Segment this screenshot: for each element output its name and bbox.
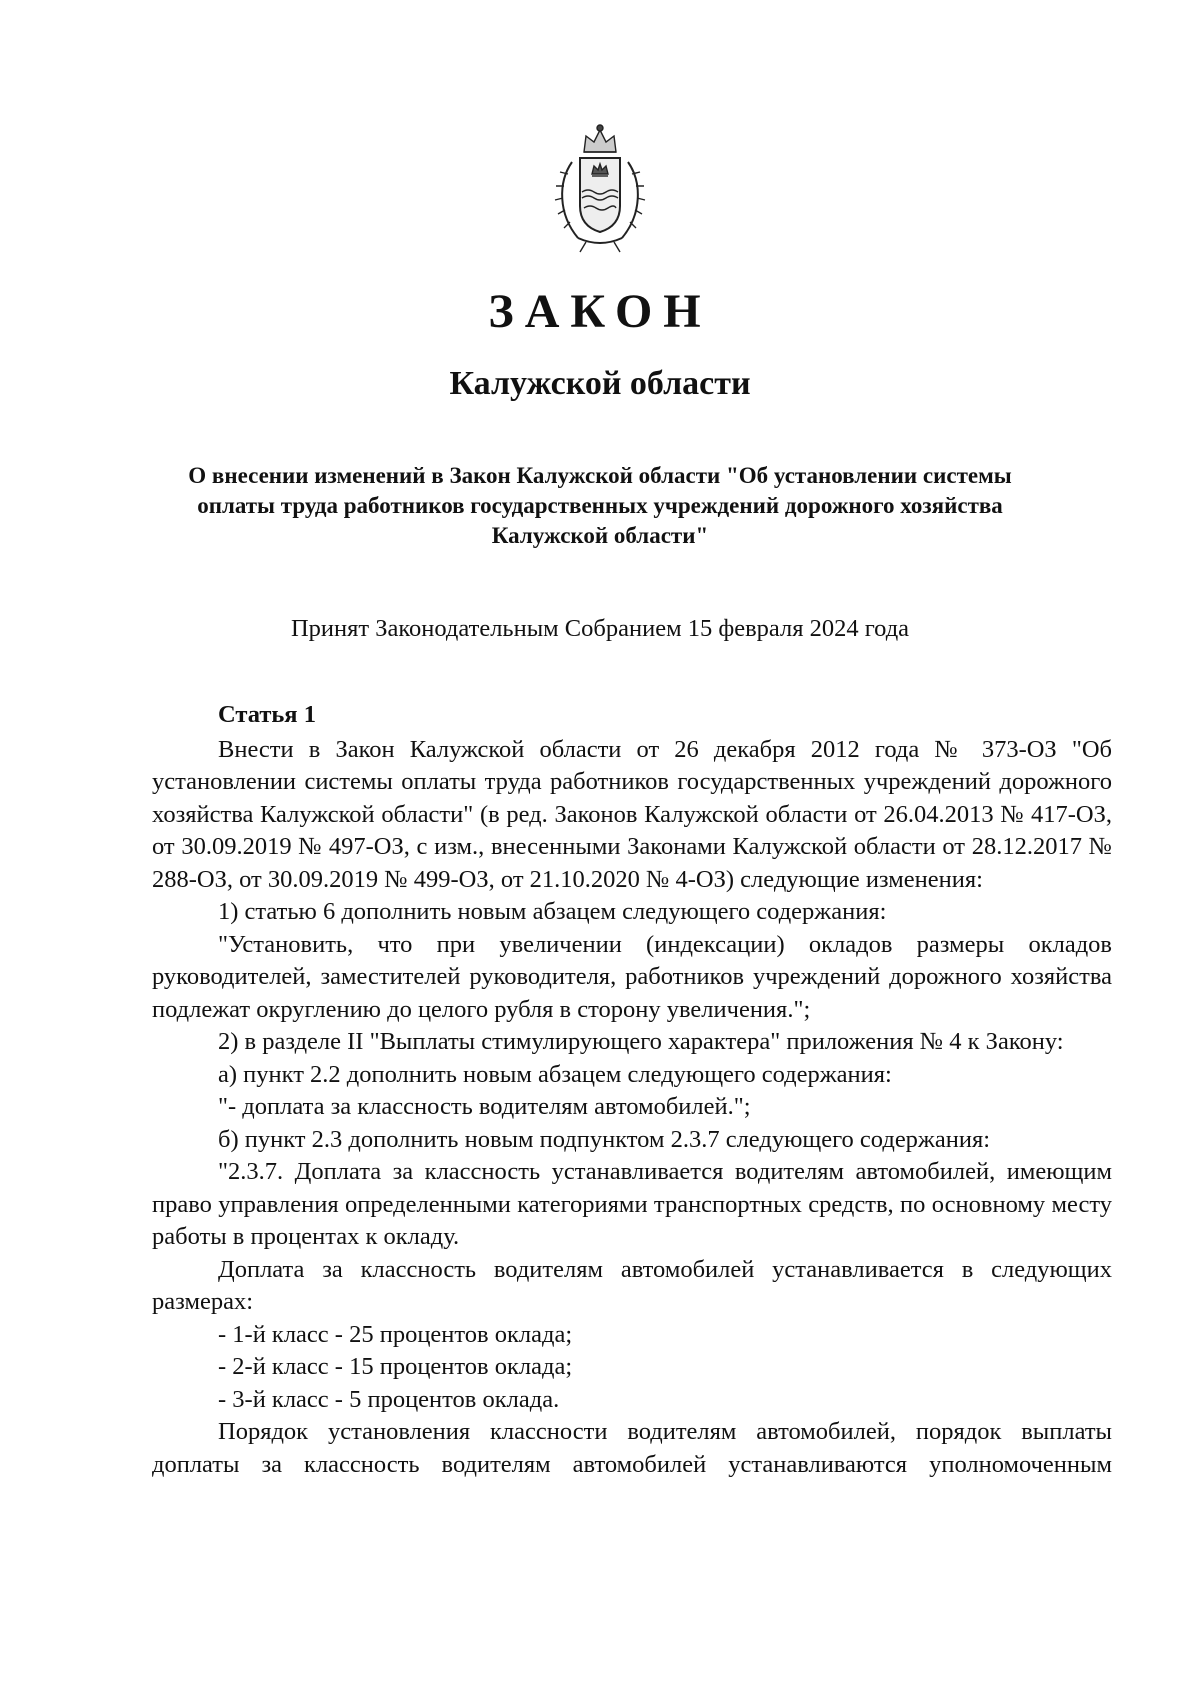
paragraph: Внести в Закон Калужской области от 26 декабря 2012 года № 373-ОЗ "Об установлении системы оплаты труда работников государственных учреждений дорожного хозяйства Калужской области" (в ред. Законов Калужской области от 26.04.2013 № 417-ОЗ, от 30.09.2019 № 497-ОЗ, с изм., внесенными Законами Калужской области от 28.12.2017 № 288-ОЗ, от 30.09.2019 № 499-ОЗ, от 21.10.2020 № 4-ОЗ) следующие изменения: xyxy=(152,735,1112,893)
paragraph: 1) статью 6 дополнить новым абзацем следующего содержания: xyxy=(218,898,887,925)
list-item: - 3-й класс - 5 процентов оклада. xyxy=(218,1385,560,1413)
adoption-line: Принят Законодательным Собранием 15 февраля 2024 года xyxy=(290,615,910,642)
paragraph: "Установить, что при увеличении (индексации) окладов размеры окладов руководителей, заместителей руководителя, работников учреждений дорожного хозяйства подлежат округлению до целого рубля в сторону увеличения."; xyxy=(152,930,1112,1023)
paragraph: 2) в разделе II "Выплаты стимулирующего характера" приложения № 4 к Закону: xyxy=(218,1028,1064,1055)
article-body xyxy=(152,699,1112,1481)
document-title: ЗАКОН xyxy=(488,285,712,338)
paragraph: "2.3.7. Доплата за классность устанавливается водителям автомобилей, имеющим право управления определенными категориями транспортных средств, по основному месту работы в процентах к окладу. xyxy=(152,1158,1112,1250)
paragraph: а) пункт 2.2 дополнить новым абзацем следующего содержания: xyxy=(218,1060,892,1088)
article-heading: Статья 1 xyxy=(218,701,316,728)
list-item: - 2-й класс - 15 процентов оклада; xyxy=(218,1353,573,1380)
coat-of-arms-emblem xyxy=(550,122,650,254)
list-item: - 1-й класс - 25 процентов оклада; xyxy=(218,1320,573,1348)
law-name: О внесении изменений в Закон Калужской области "Об установлении системы оплаты труда работников государственных учреждений дорожного хозяйства Калужской области" xyxy=(188,463,1012,548)
document-subtitle: Калужской области xyxy=(449,365,751,402)
paragraph: б) пункт 2.3 дополнить новым подпунктом 2.3.7 следующего содержания: xyxy=(218,1125,991,1153)
paragraph: Порядок установления классности водителям автомобилей, порядок выплаты доплаты за классность водителям автомобилей устанавливаются уполномоченным xyxy=(152,1418,1112,1478)
kaluga-coat-of-arms-icon xyxy=(550,122,650,254)
paragraph: Доплата за классность водителям автомобилей устанавливается в следующих размерах: xyxy=(152,1255,1112,1315)
paragraph: "- доплата за классность водителям автомобилей."; xyxy=(218,1093,751,1120)
